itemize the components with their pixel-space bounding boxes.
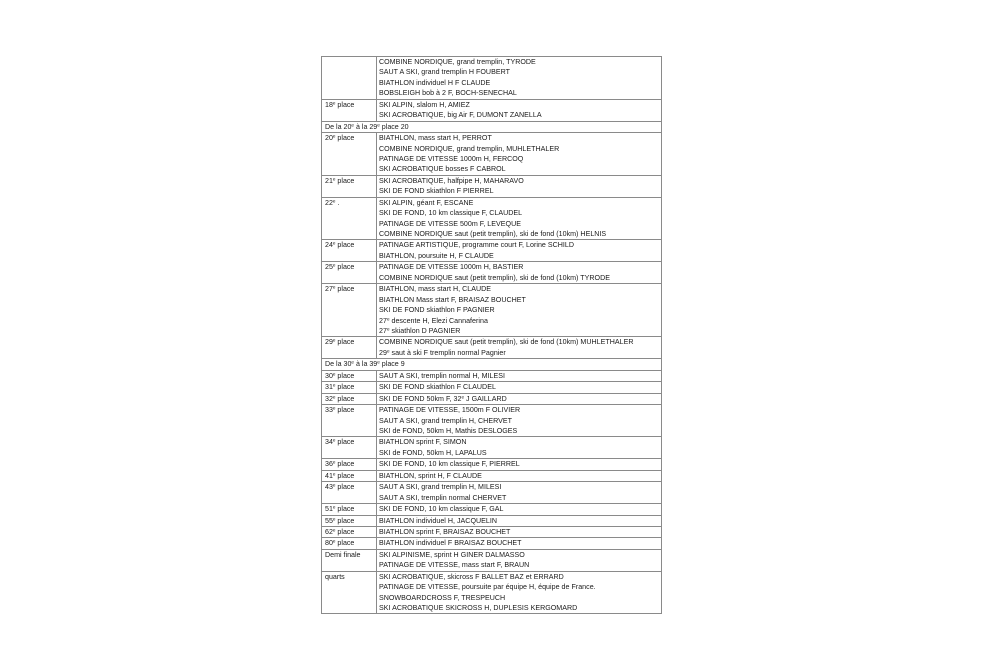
section-label: De la 30e à la 39e place 9: [322, 359, 662, 370]
events-cell: [377, 133, 662, 176]
table-row: [322, 526, 662, 537]
results-body: [322, 57, 662, 614]
event-entry: COMBINE NORDIQUE saut (petit tremplin), ski de fond (10km) MUHLETHALER: [379, 338, 634, 347]
event-entry: COMBINE NORDIQUE, grand tremplin, MUHLETHALER: [379, 144, 560, 153]
event-entry: PATINAGE DE VITESSE, poursuite par équipe H, équipe de France.: [379, 583, 596, 592]
table-row: [322, 175, 662, 197]
place-cell: 34e place: [322, 437, 377, 459]
table-row: [322, 57, 662, 100]
table-row: [322, 504, 662, 515]
events-cell: [377, 197, 662, 240]
place-cell: 32e place: [322, 393, 377, 404]
events-cell: [377, 262, 662, 284]
event-entry: SKI ALPIN, slalom H, AMIEZ: [379, 100, 470, 109]
event-entry: COMBINE NORDIQUE saut (petit tremplin), ski de fond (10km) TYRODE: [379, 273, 610, 282]
place-cell: 29e place: [322, 337, 377, 359]
event-entry: SNOWBOARDCROSS F, TRESPEUCH: [379, 593, 506, 602]
place-cell: 62e place: [322, 526, 377, 537]
place-cell: 30e place: [322, 370, 377, 381]
place-cell: 25e place: [322, 262, 377, 284]
place-cell: Demi finale: [322, 549, 377, 571]
events-cell: [377, 437, 662, 459]
event-entry: BIATHLON, mass start H, CLAUDE: [379, 285, 492, 294]
place-cell: 18e place: [322, 99, 377, 121]
event-entry: BIATHLON sprint F, BRAISAZ BOUCHET: [379, 527, 511, 536]
place-cell: 27e place: [322, 284, 377, 337]
event-entry: SKI ALPIN, géant F, ESCANE: [379, 198, 474, 207]
events-cell: [377, 393, 662, 404]
table-row: [322, 571, 662, 614]
events-cell: [377, 549, 662, 571]
event-entry: PATINAGE DE VITESSE 1000m H, FERCOQ: [379, 154, 524, 163]
table-row: [322, 515, 662, 526]
events-cell: [377, 99, 662, 121]
place-cell: 43e place: [322, 482, 377, 504]
table-row: [322, 405, 662, 437]
results-table: [321, 56, 662, 614]
table-row: [322, 133, 662, 176]
place-cell: quarts: [322, 571, 377, 614]
place-cell: 33e place: [322, 405, 377, 437]
event-entry: SKI ALPINISME, sprint H GINER DALMASSO: [379, 550, 525, 559]
place-cell: 36e place: [322, 459, 377, 470]
event-entry: SKI ACROBATIQUE SKICROSS H, DUPLESIS KERGOMARD: [379, 604, 578, 613]
table-row: [322, 337, 662, 359]
event-entry: SKI DE FOND skiathlon F CLAUDEL: [379, 383, 496, 392]
table-row: [322, 538, 662, 549]
event-entry: SKI DE FOND, 10 km classique F, PIERREL: [379, 460, 520, 469]
section-header-row: [322, 359, 662, 370]
events-cell: [377, 284, 662, 337]
event-entry: PATINAGE DE VITESSE, 1500m F OLIVIER: [379, 406, 521, 415]
event-entry: BOBSLEIGH bob à 2 F, BOCH-SENECHAL: [379, 89, 517, 98]
event-entry: SKI ACROBATIQUE, halfpipe H, MAHARAVO: [379, 176, 524, 185]
event-entry: COMBINE NORDIQUE saut (petit tremplin), ski de fond (10km) HELNIS: [379, 230, 607, 239]
event-entry: BIATHLON, sprint H, F CLAUDE: [379, 471, 482, 480]
event-entry: SKI de FOND, 50km H, LAPALUS: [379, 448, 487, 457]
events-cell: [377, 240, 662, 262]
event-entry: BIATHLON individuel F BRAISAZ BOUCHET: [379, 539, 522, 548]
events-cell: [377, 405, 662, 437]
event-entry: COMBINE NORDIQUE, grand tremplin, TYRODE: [379, 58, 536, 66]
events-cell: [377, 459, 662, 470]
place-cell: 21e place: [322, 175, 377, 197]
table-row: [322, 393, 662, 404]
events-cell: [377, 57, 662, 100]
table-row: [322, 459, 662, 470]
place-cell: 22e .: [322, 197, 377, 240]
table-row: [322, 197, 662, 240]
event-entry: SAUT A SKI, tremplin normal H, MILESI: [379, 371, 505, 380]
place-cell: 41e place: [322, 470, 377, 481]
events-cell: [377, 526, 662, 537]
events-cell: [377, 382, 662, 393]
place-cell: [322, 57, 377, 100]
event-entry: SKI DE FOND, 10 km classique F, GAL: [379, 505, 504, 514]
place-cell: 80e place: [322, 538, 377, 549]
table-row: [322, 262, 662, 284]
place-cell: 20e place: [322, 133, 377, 176]
event-entry: SAUT A SKI, grand tremplin H, CHERVET: [379, 416, 512, 425]
table-row: [322, 284, 662, 337]
event-entry: 29e saut à ski F tremplin normal Pagnier: [379, 348, 506, 357]
section-header-row: [322, 121, 662, 132]
event-entry: BIATHLON individuel H, JACQUELIN: [379, 516, 497, 525]
event-entry: BIATHLON, mass start H, PERROT: [379, 134, 492, 143]
event-entry: SKI de FOND, 50km H, Mathis DESLOGES: [379, 426, 518, 435]
events-cell: [377, 515, 662, 526]
table-row: [322, 437, 662, 459]
event-entry: PATINAGE DE VITESSE, mass start F, BRAUN: [379, 561, 530, 570]
events-cell: [377, 504, 662, 515]
table-row: [322, 549, 662, 571]
table-row: [322, 370, 662, 381]
event-entry: PATINAGE DE VITESSE 500m F, LEVEQUE: [379, 219, 521, 228]
table-row: [322, 240, 662, 262]
event-entry: SAUT A SKI, grand tremplin H, MILESI: [379, 483, 502, 492]
events-cell: [377, 175, 662, 197]
event-entry: BIATHLON individuel H F CLAUDE: [379, 78, 491, 87]
event-entry: SKI DE FOND skiathlon F PAGNIER: [379, 306, 495, 315]
event-entry: SKI DE FOND, 10 km classique F, CLAUDEL: [379, 209, 523, 218]
events-cell: [377, 337, 662, 359]
event-entry: SKI ACROBATIQUE bosses F CABROL: [379, 165, 506, 174]
events-cell: [377, 370, 662, 381]
events-cell: [377, 538, 662, 549]
events-cell: [377, 571, 662, 614]
events-cell: [377, 470, 662, 481]
event-entry: PATINAGE DE VITESSE 1000m H, BASTIER: [379, 263, 524, 272]
event-entry: SAUT A SKI, tremplin normal CHERVET: [379, 493, 507, 502]
event-entry: SKI ACROBATIQUE, skicross F BALLET BAZ et ERRARD: [379, 572, 564, 581]
event-entry: BIATHLON, poursuite H, F CLAUDE: [379, 251, 494, 260]
place-cell: 51e place: [322, 504, 377, 515]
event-entry: PATINAGE ARTISTIQUE, programme court F, Lorine SCHILD: [379, 241, 575, 250]
event-entry: 27e skiathlon D PAGNIER: [379, 326, 461, 335]
table-row: [322, 482, 662, 504]
place-cell: 31e place: [322, 382, 377, 393]
event-entry: SKI DE FOND 50km F, 32e J GAILLARD: [379, 394, 507, 403]
event-entry: SKI ACROBATIQUE, big Air F, DUMONT ZANELLA: [379, 111, 542, 120]
table-row: [322, 382, 662, 393]
events-cell: [377, 482, 662, 504]
place-cell: 24e place: [322, 240, 377, 262]
table-row: [322, 99, 662, 121]
event-entry: SKI DE FOND skiathlon F PIERREL: [379, 187, 494, 196]
event-entry: 27e descente H, Elezi Cannaferina: [379, 315, 488, 325]
event-entry: SAUT A SKI, grand tremplin H FOUBERT: [379, 68, 510, 77]
place-cell: 55e place: [322, 515, 377, 526]
section-label: De la 20e à la 29e place 20: [322, 121, 662, 132]
event-entry: BIATHLON sprint F, SIMON: [379, 438, 467, 447]
table-row: [322, 470, 662, 481]
event-entry: BIATHLON Mass start F, BRAISAZ BOUCHET: [379, 295, 526, 304]
